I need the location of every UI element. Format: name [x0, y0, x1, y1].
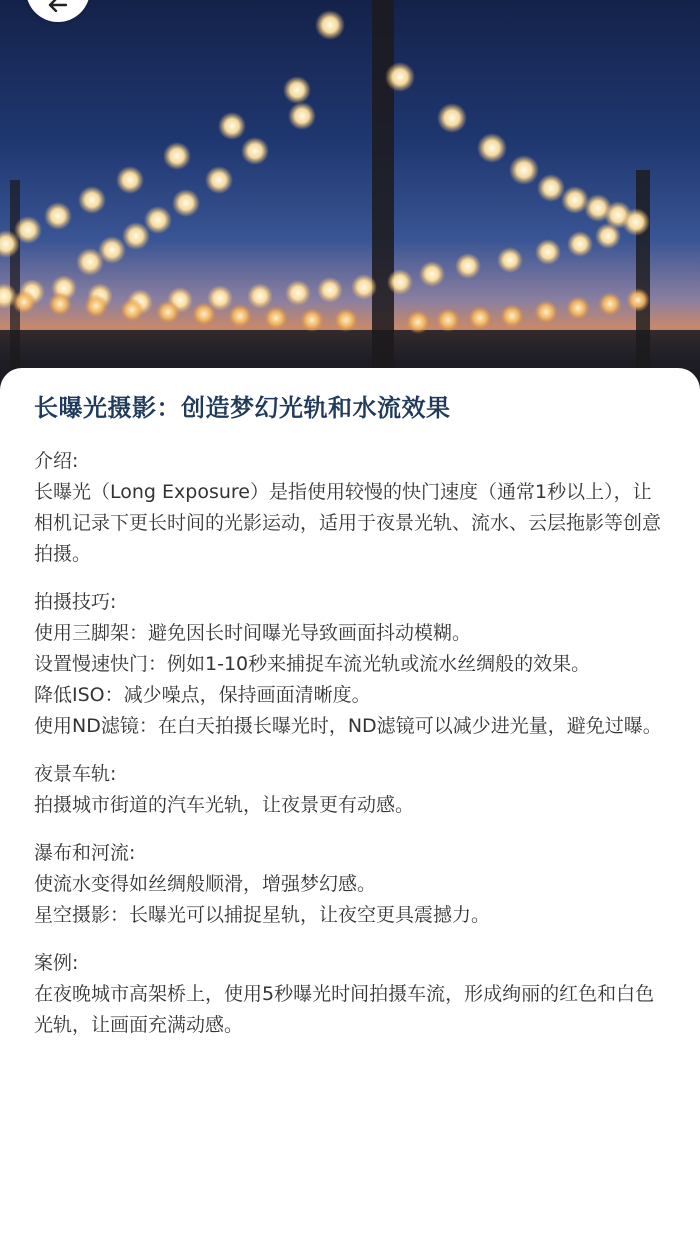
section-heading: 案例:	[34, 952, 79, 974]
section-case	[34, 948, 666, 1041]
section-waterfalls	[34, 838, 666, 931]
section-text: 设置慢速快门：例如1-10秒来捕捉车流光轨或流水丝绸般的效果。	[34, 653, 591, 675]
section-heading: 拍摄技巧:	[34, 591, 117, 613]
section-heading: 夜景车轨:	[34, 763, 117, 785]
article-card	[0, 368, 700, 1244]
section-text: 使流水变得如丝绸般顺滑，增强梦幻感。	[34, 873, 377, 895]
string-lights-photo	[0, 0, 700, 400]
section-text: 长曝光（Long Exposure）是指使用较慢的快门速度（通常1秒以上），让相机记录下更长时间的光影运动，适用于夜景光轨、流水、云层拖影等创意拍摄。	[34, 481, 662, 565]
section-heading: 介绍:	[34, 450, 79, 472]
section-tips	[34, 587, 666, 742]
section-heading: 瀑布和河流:	[34, 842, 136, 864]
section-text: 使用三脚架：避免因长时间曝光导致画面抖动模糊。	[34, 622, 472, 644]
article-title: 长曝光摄影：创造梦幻光轨和水流效果	[34, 394, 451, 422]
section-text: 在夜晚城市高架桥上，使用5秒曝光时间拍摄车流，形成绚丽的红色和白色光轨，让画面充满动感。	[34, 983, 655, 1036]
section-intro	[34, 446, 666, 570]
section-night-trails	[34, 759, 666, 821]
section-text: 拍摄城市街道的汽车光轨，让夜景更有动感。	[34, 794, 415, 816]
hero-image	[0, 0, 700, 400]
section-text: 星空摄影：长曝光可以捕捉星轨，让夜空更具震撼力。	[34, 904, 491, 926]
section-text: 降低ISO：减少噪点，保持画面清晰度。	[34, 684, 371, 706]
section-text: 使用ND滤镜：在白天拍摄长曝光时，ND滤镜可以减少进光量，避免过曝。	[34, 715, 662, 737]
back-arrow-icon	[48, 0, 68, 12]
